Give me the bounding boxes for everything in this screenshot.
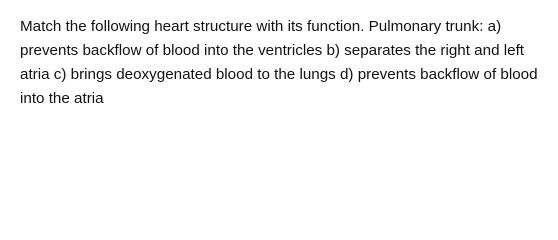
question-text: Match the following heart structure with its function. Pulmonary trunk: a) prevents backflow of blood into the ventricles b) separates the right and left atria c) brings deoxygenated blood to the lungs d) prevents backflow of blood into the atria <box>20 18 538 107</box>
